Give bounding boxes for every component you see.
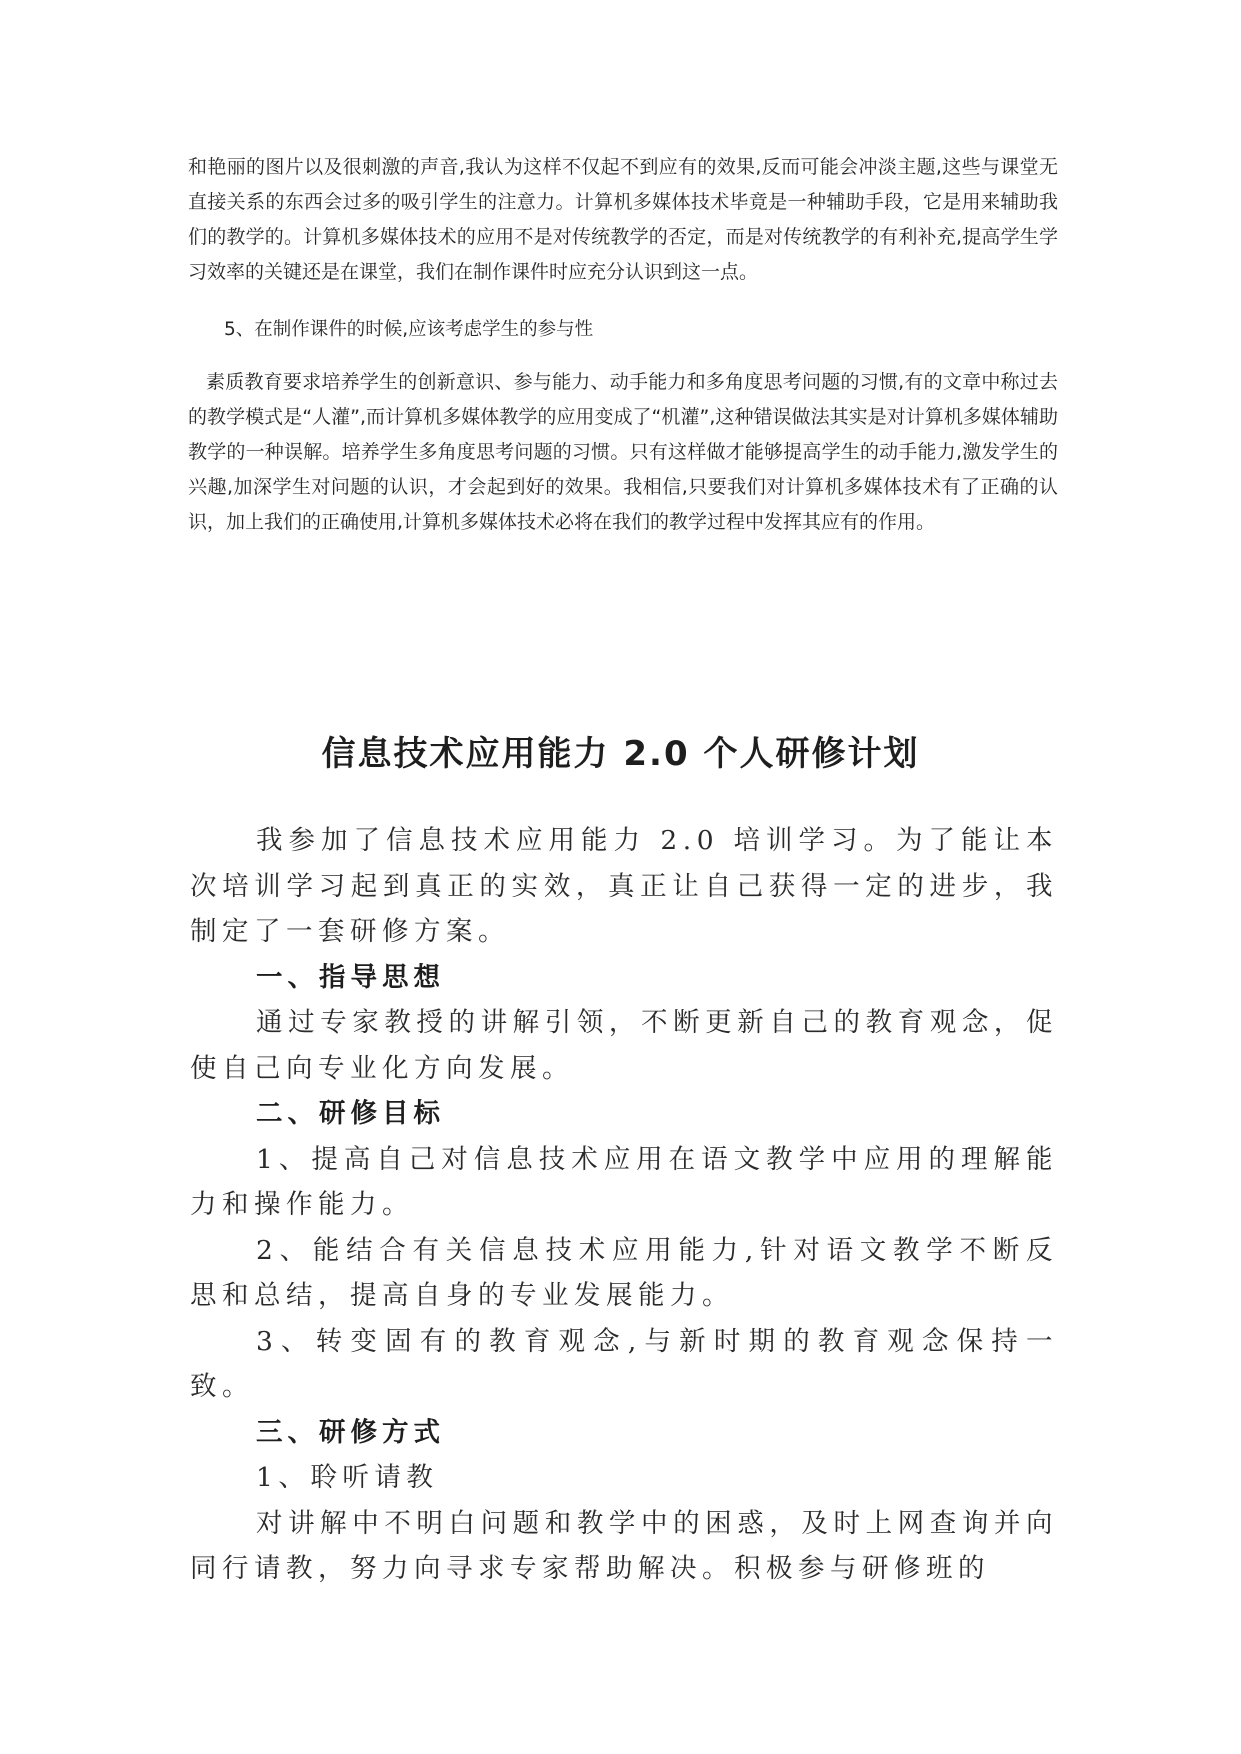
previous-article-section [188, 150, 1058, 540]
method-1-text: 对讲解中不明白问题和教学中的困惑，及时上网查询并向同行请教，努力向寻求专家帮助解决。积极参与研修班的 [190, 1507, 1058, 1584]
heading-study-methods: 三、研修方式 [256, 1416, 445, 1448]
heading-guiding-ideology: 一、指导思想 [256, 961, 445, 993]
paragraph-quality-education: 素质教育要求培养学生的创新意识、参与能力、动手能力和多角度思考问题的习惯,有的文章中称过去的教学模式是“人灌”,而计算机多媒体教学的应用变成了“机灌”,这种错误做法其实是对计算机多媒体辅助教学的一种误解。培养学生多角度思考问题的习惯。只有这样做才能够提高学生的动手能力,激发学生的兴趣,加深学生对问题的认识，才会起到好的效果。我相信,只要我们对计算机多媒体技术有了正确的认识，加上我们的正确使用,计算机多媒体技术必将在我们的教学过程中发挥其应有的作用。 [188, 371, 1058, 533]
goal-item-1: 1、提高自己对信息技术应用在语文教学中应用的理解能力和操作能力。 [190, 1143, 1058, 1220]
heading-study-goals: 二、研修目标 [256, 1098, 445, 1129]
intro-paragraph: 我参加了信息技术应用能力 2.0 培训学习。为了能让本次培训学习起到真正的实效，真正让自己获得一定的进步，我制定了一套研修方案。 [190, 825, 1058, 947]
study-plan-body [190, 818, 1058, 1592]
method-1-heading: 1、聆听请教 [256, 1462, 439, 1493]
heading-student-participation: 5、在制作课件的时候,应该考虑学生的参与性 [224, 319, 594, 340]
page-title: 信息技术应用能力 2.0 个人研修计划 [321, 734, 920, 774]
guiding-ideology-text: 通过专家教授的讲解引领，不断更新自己的教育观念，促使自己向专业化方向发展。 [190, 1007, 1058, 1084]
goal-item-3: 3、转变固有的教育观念,与新时期的教育观念保持一致。 [190, 1325, 1058, 1402]
goal-item-2: 2、能结合有关信息技术应用能力,针对语文教学不断反思和总结，提高自身的专业发展能力。 [190, 1234, 1058, 1311]
paragraph-courseware-effects: 和艳丽的图片以及很刺激的声音,我认为这样不仅起不到应有的效果,反而可能会冲淡主题,这些与课堂无直接关系的东西会过多的吸引学生的注意力。计算机多媒体技术毕竟是一种辅助手段，它是用来辅助我们的教学的。计算机多媒体技术的应用不是对传统教学的否定，而是对传统教学的有利补充,提高学生学习效率的关键还是在课堂，我们在制作课件时应充分认识到这一点。 [188, 156, 1058, 283]
